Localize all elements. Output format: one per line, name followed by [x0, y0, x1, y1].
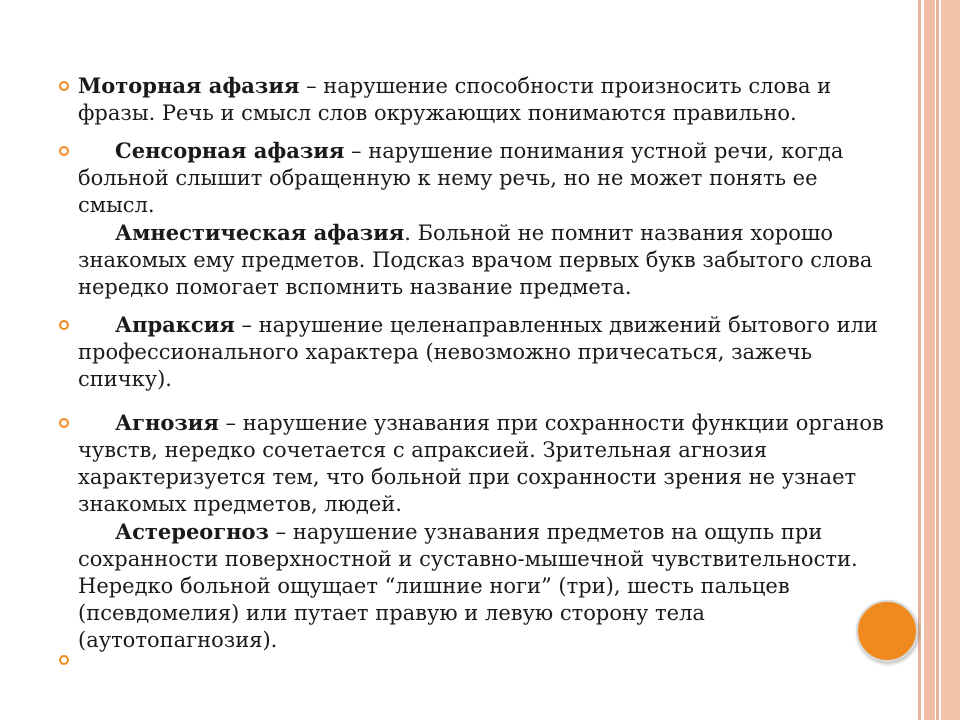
border-stripe	[918, 0, 921, 720]
border-stripe	[924, 0, 935, 720]
bullet-apraxia	[78, 311, 898, 393]
term-motor-aphasia: Моторная афазия	[78, 73, 300, 98]
bullet-motor-aphasia	[78, 72, 898, 127]
para-amnestic-aphasia	[78, 219, 898, 301]
term-sensory-aphasia: Сенсорная афазия	[115, 138, 345, 163]
slide-body	[78, 72, 898, 654]
orange-circle-decoration	[856, 600, 918, 662]
def-apraxia: – нарушение целенаправленных движений бытового или профессионального характера (невозможно причесаться, зажечь спичку).	[78, 313, 878, 391]
def-motor-aphasia: – нарушение способности произносить слова и фразы. Речь и смысл слов окружающих понимаются правильно.	[78, 74, 832, 125]
term-apraxia: Апраксия	[115, 312, 235, 337]
term-agnosia: Агнозия	[115, 410, 219, 435]
border-stripe	[936, 0, 939, 720]
para-astereognosis	[78, 518, 898, 654]
def-agnosia: – нарушение узнавания при сохранности функции органов чувств, нередко сочетается с апраксией. Зрительная агнозия характеризуется тем, что больной при сохранности зрения не узнает знакомых предметов, людей.	[78, 411, 884, 516]
empty-bullet	[59, 655, 69, 665]
def-astereognosis: – нарушение узнавания предметов на ощупь при сохранности поверхностной и суставно-мышечной чувствительности. Нередко больной ощущает “лишние ноги” (три), шесть пальцев (псевдомелия) или путает правую и левую сторону тела (аутотопагнозия).	[78, 520, 858, 652]
bullet-sensory-aphasia	[78, 137, 898, 219]
def-sensory-aphasia: – нарушение понимания устной речи, когда больной слышит обращенную к нему речь, но не может понять ее смысл.	[78, 139, 844, 217]
bullet-agnosia	[78, 409, 898, 518]
def-amnestic-aphasia: . Больной не помнит названия хорошо знакомых ему предметов. Подсказ врачом первых букв забытого слова нередко помогает вспомнить название предмета.	[78, 221, 873, 299]
term-amnestic-aphasia: Амнестическая афазия	[115, 220, 405, 245]
term-astereognosis: Астереогноз	[115, 519, 269, 544]
border-stripe	[941, 0, 960, 720]
